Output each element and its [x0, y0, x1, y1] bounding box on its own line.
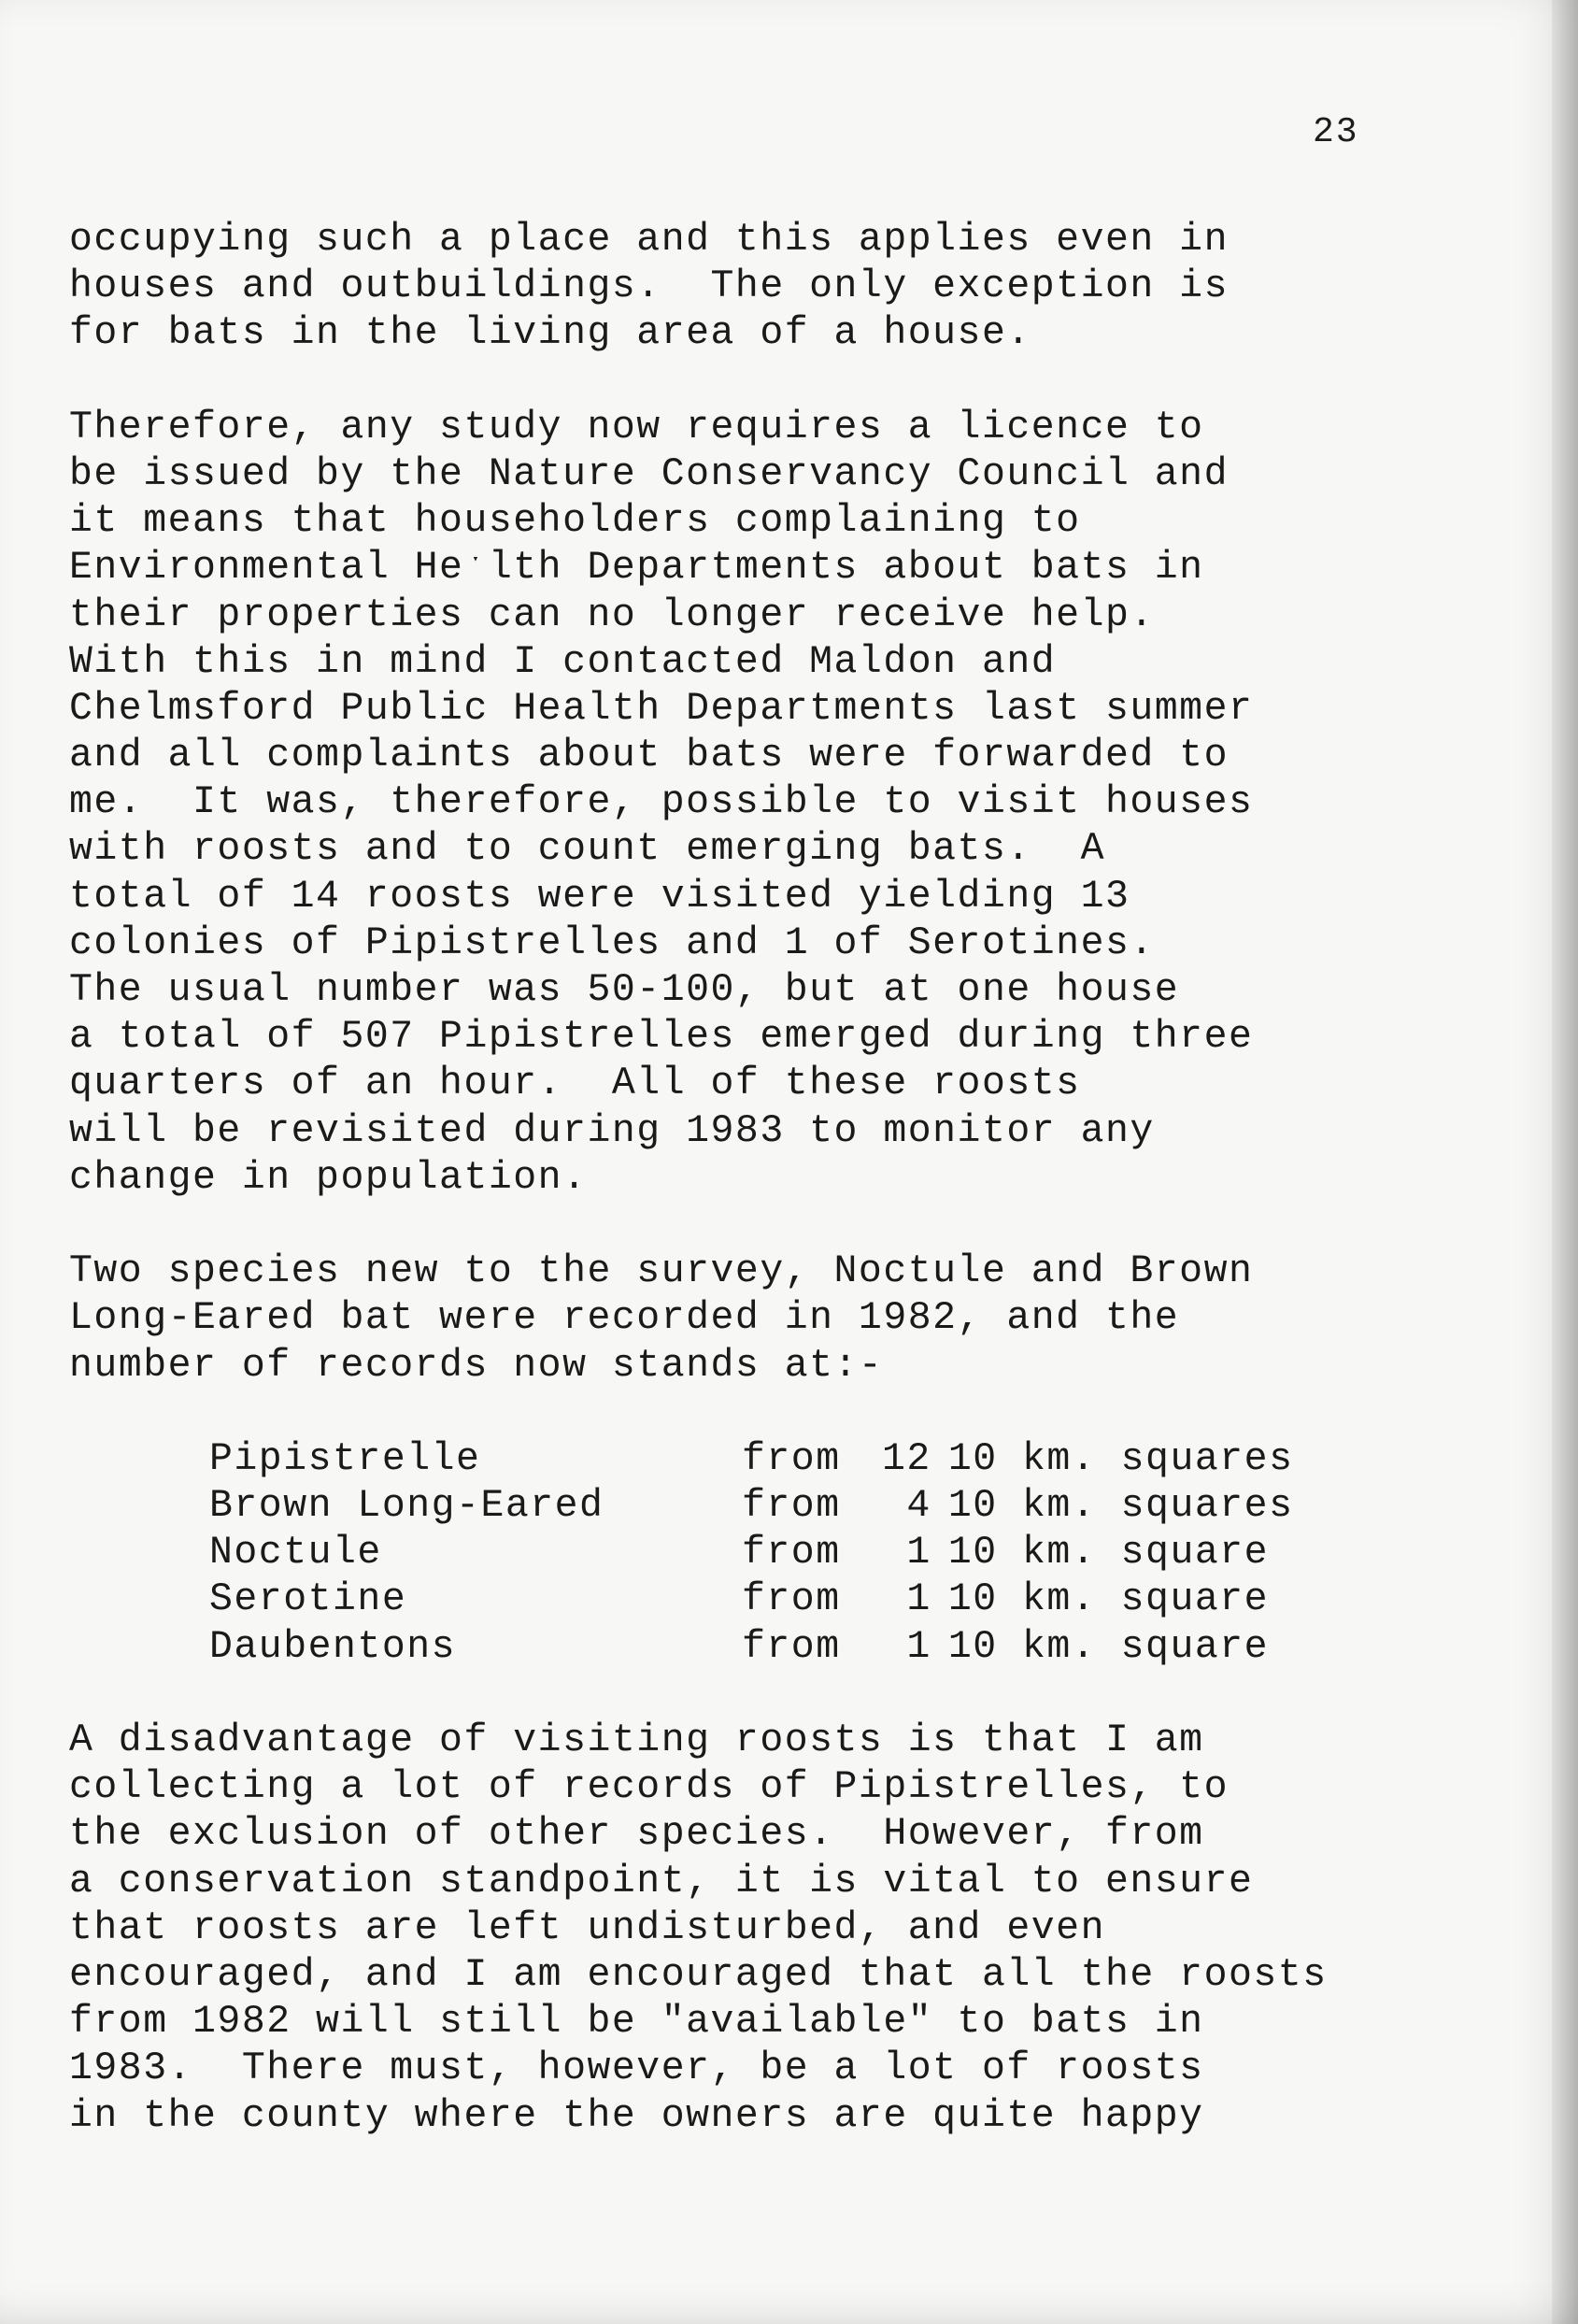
text-line: encouraged, and I am encouraged that all the roosts — [69, 1953, 1328, 1998]
table-row — [209, 1576, 1293, 1623]
species-count: 1 — [906, 1624, 931, 1669]
text-line: in the county where the owners are quite happy — [69, 2093, 1204, 2138]
text-line: the exclusion of other species. However, from — [69, 1812, 1204, 1857]
text-line: change in population. — [69, 1155, 588, 1200]
species-name: Noctule — [209, 1531, 382, 1575]
table-row — [209, 1624, 1293, 1671]
text-line: Chelmsford Public Health Departments last summer — [69, 686, 1254, 731]
species-from: from — [742, 1436, 841, 1481]
species-from: from — [742, 1577, 841, 1622]
species-count: 1 — [906, 1531, 931, 1575]
text-line: colonies of Pipistrelles and 1 of Serotines. — [69, 920, 1155, 965]
text-line: it means that householders complaining to — [69, 499, 1081, 544]
text-line: that roosts are left undisturbed, and even — [69, 1905, 1105, 1950]
paragraph-disadvantage — [69, 1718, 1527, 2140]
species-name: Brown Long-Eared — [209, 1484, 604, 1529]
species-name: Serotine — [209, 1577, 407, 1622]
species-records-table — [209, 1436, 1293, 1671]
table-row — [209, 1530, 1293, 1576]
text-line: Environmental Heˑlth Departments about bats in — [69, 546, 1204, 591]
paragraph-licence — [69, 405, 1527, 1202]
species-name: Daubentons — [209, 1624, 457, 1669]
text-line: occupying such a place and this applies even in — [69, 218, 1229, 262]
paragraph-new-species — [69, 1248, 1527, 1390]
species-unit: 10 km. squares — [947, 1436, 1294, 1481]
text-line: be issued by the Nature Conservancy Council and — [69, 451, 1229, 496]
species-unit: 10 km. square — [947, 1624, 1270, 1669]
text-line: with roosts and to count emerging bats. A — [69, 827, 1105, 872]
species-name: Pipistrelle — [209, 1436, 481, 1481]
species-from: from — [742, 1624, 841, 1669]
text-line: 1983. There must, however, be a lot of roosts — [69, 2046, 1204, 2091]
species-count: 4 — [906, 1484, 931, 1529]
species-count: 12 — [882, 1436, 931, 1481]
text-line: total of 14 roosts were visited yielding 13 — [69, 874, 1130, 919]
text-line: will be revisited during 1983 to monitor any — [69, 1108, 1155, 1153]
text-line: a total of 507 Pipistrelles emerged during three — [69, 1015, 1254, 1060]
text-line: a conservation standpoint, it is vital to ensure — [69, 1859, 1254, 1903]
species-from: from — [742, 1531, 841, 1575]
body-text — [69, 217, 1527, 2187]
text-line: me. It was, therefore, possible to visit houses — [69, 780, 1254, 825]
species-count: 1 — [906, 1577, 931, 1622]
text-line: from 1982 will still be "available" to bats in — [69, 2000, 1204, 2045]
text-line: Therefore, any study now requires a licence to — [69, 405, 1204, 449]
text-line: With this in mind I contacted Maldon and — [69, 639, 1057, 684]
table-row — [209, 1436, 1293, 1483]
text-line: A disadvantage of visiting roosts is that I am — [69, 1718, 1204, 1763]
text-line: collecting a lot of records of Pipistrelles, to — [69, 1765, 1229, 1810]
species-unit: 10 km. squares — [947, 1484, 1294, 1529]
text-line: and all complaints about bats were forwarded to — [69, 734, 1229, 778]
table-row — [209, 1483, 1293, 1530]
text-line: their properties can no longer receive help. — [69, 592, 1155, 637]
text-line: quarters of an hour. All of these roosts — [69, 1062, 1081, 1106]
species-from: from — [742, 1484, 841, 1529]
species-unit: 10 km. square — [947, 1531, 1270, 1575]
paragraph-continuation — [69, 217, 1527, 358]
text-line: Two species new to the survey, Noctule and Brown — [69, 1249, 1254, 1294]
text-line: for bats in the living area of a house. — [69, 311, 1031, 356]
text-line: number of records now stands at:- — [69, 1343, 884, 1388]
text-line: houses and outbuildings. The only exception is — [69, 264, 1229, 309]
page-edge-shadow — [1552, 0, 1578, 2324]
species-unit: 10 km. square — [947, 1577, 1270, 1622]
text-line: The usual number was 50-100, but at one house — [69, 968, 1180, 1012]
text-line: Long-Eared bat were recorded in 1982, and the — [69, 1296, 1180, 1341]
page-number: 23 — [1313, 112, 1359, 152]
